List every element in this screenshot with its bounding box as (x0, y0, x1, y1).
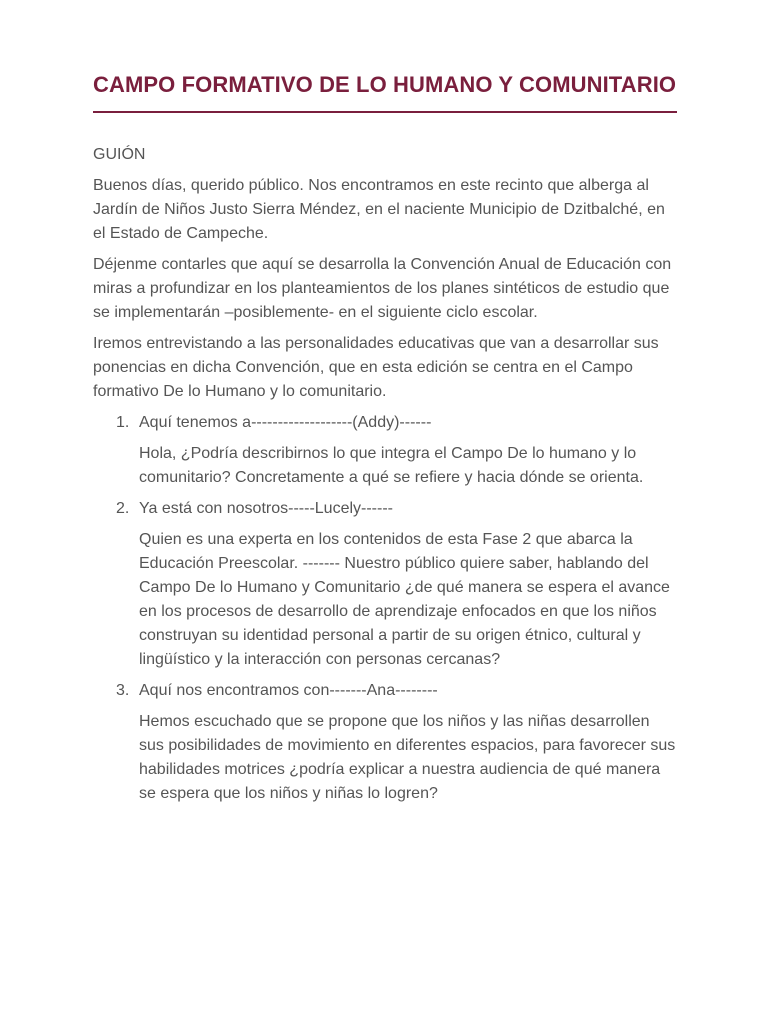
list-item-body: Hemos escuchado que se propone que los niños y las niñas desarrollen sus posibilidades de movimiento en diferentes espacios, para favorecer sus habilidades motrices ¿podría explicar a nuestra audiencia de qué manera se espera que los niños y niñas lo logren? (139, 713, 676, 802)
list-item-heading: Aquí nos encontramos con-------Ana-------- (139, 682, 438, 699)
list-item-body: Hola, ¿Podría describirnos lo que integra el Campo De lo humano y lo comunitario? Concretamente a qué se refiere y hacia dónde se orienta. (139, 445, 644, 486)
list-item-body: Quien es una experta en los contenidos de esta Fase 2 que abarca la Educación Preescolar. ------- Nuestro público quiere saber, hablando del Campo De lo Humano y Comunitario ¿de qué manera se espera el avance en los procesos de desarrollo de aprendizaje enfocados en que los niños construyan su identidad personal a partir de su origen étnico, cultural y lingüístico y la interacción con personas cercanas? (139, 531, 670, 668)
section-heading: GUIÓN (93, 146, 146, 163)
list-item-heading: Aquí tenemos a-------------------(Addy)------ (139, 414, 432, 431)
list-item (93, 679, 677, 806)
document-page (93, 72, 677, 813)
list-number: 2. (116, 500, 130, 517)
list-item (93, 411, 677, 490)
list-number: 1. (116, 414, 130, 431)
intro-paragraph: Buenos días, querido público. Nos encontramos en este recinto que alberga al Jardín de Niños Justo Sierra Méndez, en el naciente Municipio de Dzitbalché, en el Estado de Campeche. (93, 177, 665, 242)
list-item-heading: Ya está con nosotros-----Lucely------ (139, 500, 393, 517)
interview-paragraph: Iremos entrevistando a las personalidades educativas que van a desarrollar sus ponencias en dicha Convención, que en esta edición se centra en el Campo formativo De lo Humano y lo comunitario. (93, 335, 659, 400)
list-item (93, 497, 677, 672)
context-paragraph: Déjenme contarles que aquí se desarrolla la Convención Anual de Educación con miras a profundizar en los planteamientos de los planes sintéticos de estudio que se implementarán –posiblemente- en el siguiente ciclo escolar. (93, 256, 672, 321)
document-title: CAMPO FORMATIVO DE LO HUMANO Y COMUNITARIO (93, 72, 677, 113)
interview-list (93, 411, 677, 806)
list-number: 3. (116, 682, 130, 699)
